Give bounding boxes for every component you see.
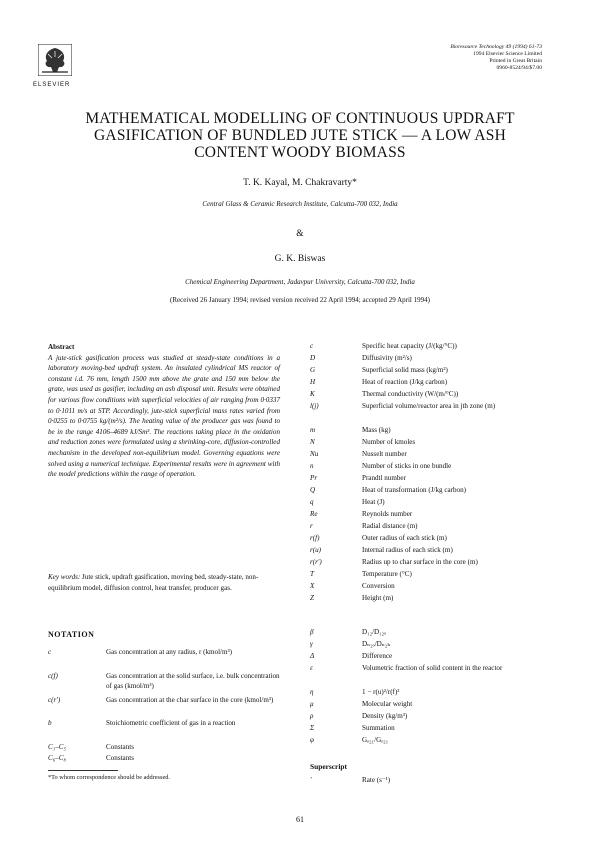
notation-definition: Number of kmoles — [362, 438, 416, 446]
notation-symbol: N — [310, 438, 315, 446]
journal-copyright: 1994 Elsevier Science Limited — [473, 51, 542, 57]
journal-citation: Bioresource Technology 49 (1994) 61-73 — [450, 44, 542, 50]
affiliation-secondary: Chemical Engineering Department, Jadavpur University, Calcutta-700 032, India — [185, 278, 415, 286]
notation-symbol: H — [310, 378, 316, 386]
notation-symbol: Δ — [310, 652, 315, 660]
notation-symbol: q — [310, 498, 314, 506]
notation-definition: Diffusivity (m²/s) — [362, 354, 412, 362]
notation-symbol: Σ — [310, 724, 315, 732]
ampersand: & — [296, 229, 304, 239]
notation-symbol: c(r′) — [48, 696, 61, 704]
notation-symbol: β — [310, 628, 314, 636]
journal-issn: 0960-8524/94/$7.00 — [496, 65, 542, 71]
notation-definition: Constants — [106, 754, 134, 762]
elsevier-tree-logo — [38, 44, 72, 76]
notation-definition: D₁₂/D₁₂ₒ — [362, 628, 387, 636]
notation-definition: Rate (s⁻¹) — [362, 776, 391, 784]
notation-definition: Heat of reaction (J/kg carbon) — [362, 378, 448, 386]
keywords — [48, 572, 280, 593]
received-dates: (Received 26 January 1994; revised version received 22 April 1994; accepted 29 April 1994) — [170, 296, 430, 304]
journal-info — [362, 44, 542, 72]
superscript-heading: Superscript — [310, 762, 347, 771]
notation-definition: Radial distance (m) — [362, 522, 418, 530]
notation-symbol: Nu — [310, 450, 319, 458]
notation-definition: Radius up to char surface in the core (m) — [362, 558, 478, 566]
notation-definition: Number of sticks in one bundle — [362, 462, 452, 470]
notation-definition: Reynolds number — [362, 510, 413, 518]
notation-definition: Outer radius of each stick (m) — [362, 534, 447, 542]
notation-definition: Prandtl number — [362, 474, 406, 482]
notation-definition: Thermal conductivity (W/(m/°C)) — [362, 390, 459, 398]
notation-definition: Gas concentration at the char surface in the core (kmol/m³) — [106, 696, 274, 704]
notation-definition: Volumetric fraction of solid content in the reactor — [362, 664, 503, 672]
notation-symbol: ′ — [310, 776, 312, 784]
notation-definition: Specific heat capacity (J/(kg/°C)) — [362, 342, 457, 350]
keywords-text: Jute stick, updraft gasification, moving bed, steady-state, non-equilibrium model, diffusion control, heat transfer, producer gas. — [48, 573, 259, 592]
abstract — [48, 342, 280, 480]
abstract-heading: Abstract — [48, 343, 75, 351]
notation-symbol: m — [310, 426, 316, 434]
notation-symbol: ρ — [310, 712, 314, 720]
notation-definition: Heat (J) — [362, 498, 385, 506]
paper-title — [40, 110, 560, 161]
notation-definition: Internal radius of each stick (m) — [362, 546, 453, 554]
notation-symbol: r(r′) — [310, 558, 322, 566]
notation-symbol: μ — [310, 700, 314, 708]
notation-symbol: T — [310, 570, 314, 578]
notation-definition: Molecular weight — [362, 700, 413, 708]
notation-symbol: η — [310, 688, 314, 696]
keywords-label: Key words: — [48, 573, 81, 581]
notation-symbol: Pr — [310, 474, 318, 482]
notation-definition: Superficial volume/reactor area in jth zone (m) — [362, 402, 496, 410]
notation-symbol: c(f) — [48, 672, 58, 680]
notation-symbol: c — [310, 342, 314, 350]
notation-symbol: G — [310, 366, 316, 374]
notation-definition: Conversion — [362, 582, 395, 590]
notation-symbol: D — [310, 354, 316, 362]
notation-symbol: C₁–C₅ — [48, 743, 66, 751]
page-number: 61 — [296, 815, 304, 824]
notation-symbol: ε — [310, 664, 313, 672]
notation-definition: Density (kg/m³) — [362, 712, 408, 720]
notation-definition: Gas concentration at any radius, r (kmol/m³) — [106, 648, 233, 656]
notation-symbol: r — [310, 522, 313, 530]
affiliation-primary: Central Glass & Ceramic Research Institute, Calcutta-700 032, India — [202, 200, 398, 208]
journal-printed: Printed in Great Britain — [489, 58, 542, 64]
notation-symbol: r(u) — [310, 546, 322, 554]
notation-definition: Difference — [362, 652, 393, 660]
notation-definition: Heat of transformation (J/kg carbon) — [362, 486, 467, 494]
notation-definition: Height (m) — [362, 594, 394, 602]
notation-heading: NOTATION — [48, 630, 95, 639]
notation-symbol: K — [310, 390, 315, 398]
authors-primary: T. K. Kayal, M. Chakravarty* — [243, 178, 357, 188]
title-line-1: MATHEMATICAL MODELLING OF CONTINUOUS UPDRAFT — [85, 110, 515, 127]
notation-definition: Mass (kg) — [362, 426, 391, 434]
footnote-divider — [48, 770, 118, 771]
notation-definition: Summation — [362, 724, 395, 732]
abstract-text: A jute-stick gasification process was studied at steady-state conditions in a laboratory moving-bed updraft system. An insulated cylindrical MS reactor of constant i.d. 76 mm, length 1500 mm above the grate and 150 mm below the grate, was used as gasifier, including an ash disposal unit. Results were obtained for various flow conditions with superficial velocities of air ranging from 0·0337 to 0·1011 m/s at STP. Accordingly, jute-stick superficial mass rates varied from 0·0255 to 0·0755 kg/(m²/s). The heating value of the producer gas was found to be in the range 4106–4689 kJ/Sm³. The reactions taking place in the oxidation and reduction zones were formulated using a shrinking-core, diffusion-controlled mechanism in the developed non-equilibrium model. Governing equations were solved using a numerical technique. Experimental results were in agreement with the model predictions within the range of operation. — [48, 353, 280, 479]
notation-definition: Dₙ₂ₒ/Dₙ₂ₕ — [362, 640, 391, 648]
notation-definition: Stoichiometric coefficient of gas in a reaction — [106, 719, 236, 727]
title-line-3: CONTENT WOODY BIOMASS — [194, 144, 406, 161]
notation-symbol: X — [310, 582, 315, 590]
footnote: *To whom correspondence should be addressed. — [48, 774, 170, 781]
notation-symbol: n — [310, 462, 314, 470]
notation-definition: Temperature (°C) — [362, 570, 412, 578]
notation-definition: Gas concentration at the solid surface, i.e. bulk concentration of gas (kmol/m³) — [106, 672, 280, 690]
notation-definition: Nusselt number — [362, 450, 407, 458]
notation-definition: Superficial solid mass (kg/m²) — [362, 366, 448, 374]
publisher-name: ELSEVIER — [33, 82, 71, 88]
notation-symbol: c — [48, 648, 52, 656]
notation-definition: Gₒ₂₁/Gₒ₂₁ — [362, 736, 389, 744]
notation-symbol: C₆–C₈ — [48, 754, 66, 762]
notation-symbol: b — [48, 719, 52, 727]
notation-symbol: Z — [310, 594, 314, 602]
notation-symbol: l(j) — [310, 402, 319, 410]
notation-symbol: Re — [310, 510, 318, 518]
notation-definition: Constants — [106, 743, 134, 751]
notation-symbol: Q — [310, 486, 316, 494]
notation-symbol: γ — [310, 640, 313, 648]
notation-definition: 1 − r(u)²/r(f)² — [362, 688, 400, 696]
authors-secondary: G. K. Biswas — [274, 254, 326, 264]
title-line-2: GASIFICATION OF BUNDLED JUTE STICK — A LOW ASH — [94, 127, 506, 144]
notation-symbol: r(f) — [310, 534, 320, 542]
notation-symbol: φ — [310, 736, 314, 744]
